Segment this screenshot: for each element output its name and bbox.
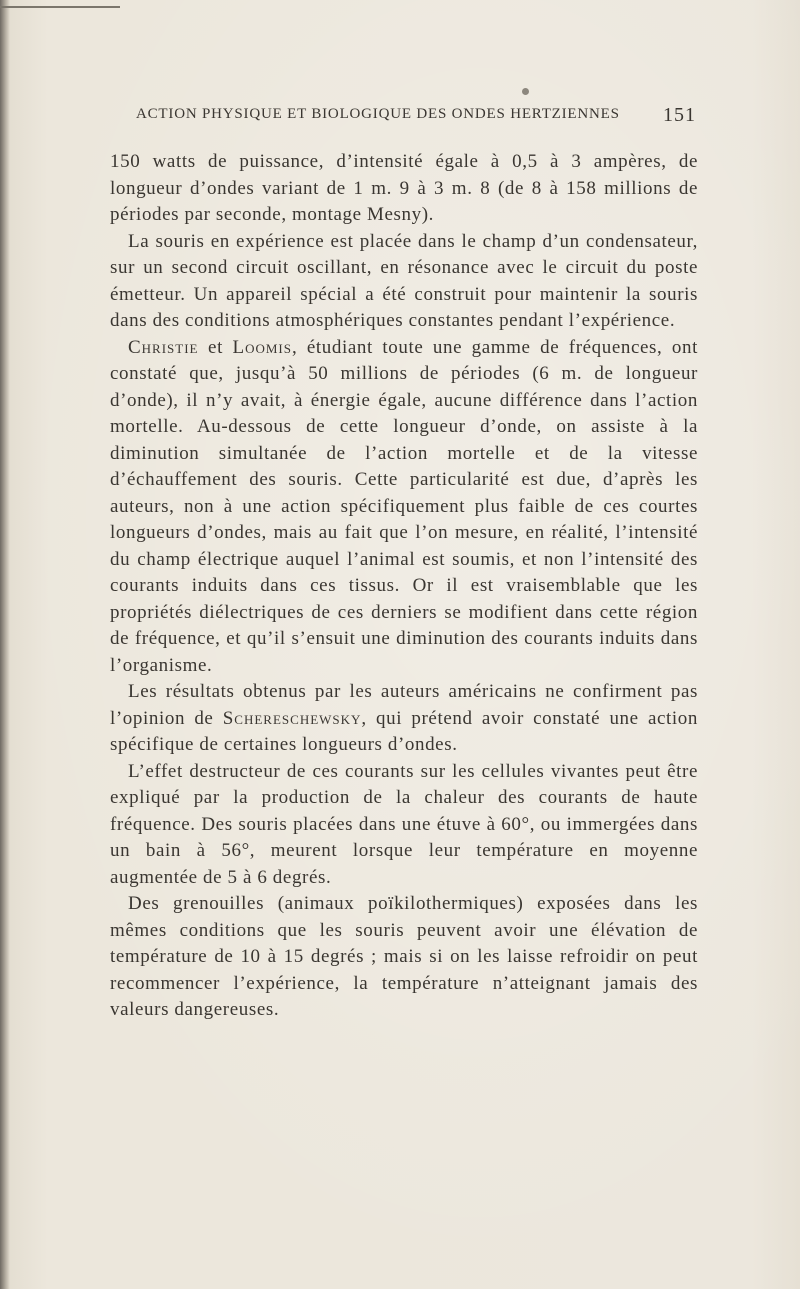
paragraph-6-text: Des grenouilles (animaux poïkilothermiques) exposées dans les mêmes conditions que les souris peuvent avoir une élévation de température de 10 à 15 degrés ; mais si on les laisse refroidir on peut recommencer l’expérience, la température n’atteignant jamais des valeurs dangereuses. [110,893,698,1020]
author-name-christie: Christie [128,336,199,358]
ink-speck [522,88,529,95]
body-text [110,149,698,1024]
paragraph-6 [110,891,698,1024]
paragraph-2-text: La souris en expérience est placée dans le champ d’un condensateur, sur un second circuit oscillant, en résonance avec le circuit du poste émetteur. Un appareil spécial a été construit pour maintenir la souris dans des conditions atmosphériques constantes pendant l’expérience. [110,230,698,331]
paragraph-5-text: L’effet destructeur de ces courants sur les cellules vivantes peut être expliqué par la production de la chaleur des courants de haute fréquence. Des souris placées dans une étuve à 60°, ou immergées dans un bain à 56°, meurent lorsque leur température en moyenne augmentée de 5 à 6 degrés. [110,760,698,888]
paragraph-3-text: , étudiant toute une gamme de fréquences, ont constaté que, jusqu’à 50 millions de périodes (6 m. de longueur d’onde), il n’y avait, à énergie égale, aucune différence dans l’action mortelle. Au-dessous de cette longueur d’onde, on assiste à la diminution simultanée de l’action mortelle et de la vitesse d’échauffement des souris. Cette particularité est due, d’après les auteurs, non à une action spécifiquement plus faible de ces courtes longueurs d’ondes, mais au fait que l’on mesure, en réalité, l’intensité du champ électrique auquel l’animal est soumis, et non l’intensité des courants induits dans ces tissus. Or il est vraisemblable que les propriétés diélectriques de ces derniers se modifient dans cette région de fréquence, et qu’il s’ensuit une diminution des courants induits dans l’organisme. [110,336,698,676]
page-binding-edge [0,0,10,1289]
paragraph-4-before: Les résultats obtenus par les auteurs américains ne confirment pas l’opinion de [110,681,698,729]
top-edge-rule [0,6,120,8]
running-title: ACTION PHYSIQUE ET BIOLOGIQUE DES ONDES HERTZIENNES [136,106,620,122]
paragraph-2 [110,229,698,335]
paragraph-5 [110,759,698,892]
author-name-schereschewsky: Schereschewsky [222,707,362,729]
running-head [136,106,696,130]
paragraph-4 [110,679,698,759]
author-connector: et [198,336,233,358]
paragraph-1 [110,149,698,229]
author-name-loomis: Loomis [232,336,292,358]
paragraph-4-after: , qui prétend avoir constaté une action spécifique de certaines longueurs d’ondes. [110,707,698,755]
paragraph-1-text: 150 watts de puissance, d’intensité égale à 0,5 à 3 ampères, de longueur d’ondes variant de 1 m. 9 à 3 m. 8 (de 8 à 158 millions de périodes par seconde, montage Mesny). [110,151,698,225]
page-number: 151 [663,104,696,126]
paragraph-3 [110,335,698,680]
